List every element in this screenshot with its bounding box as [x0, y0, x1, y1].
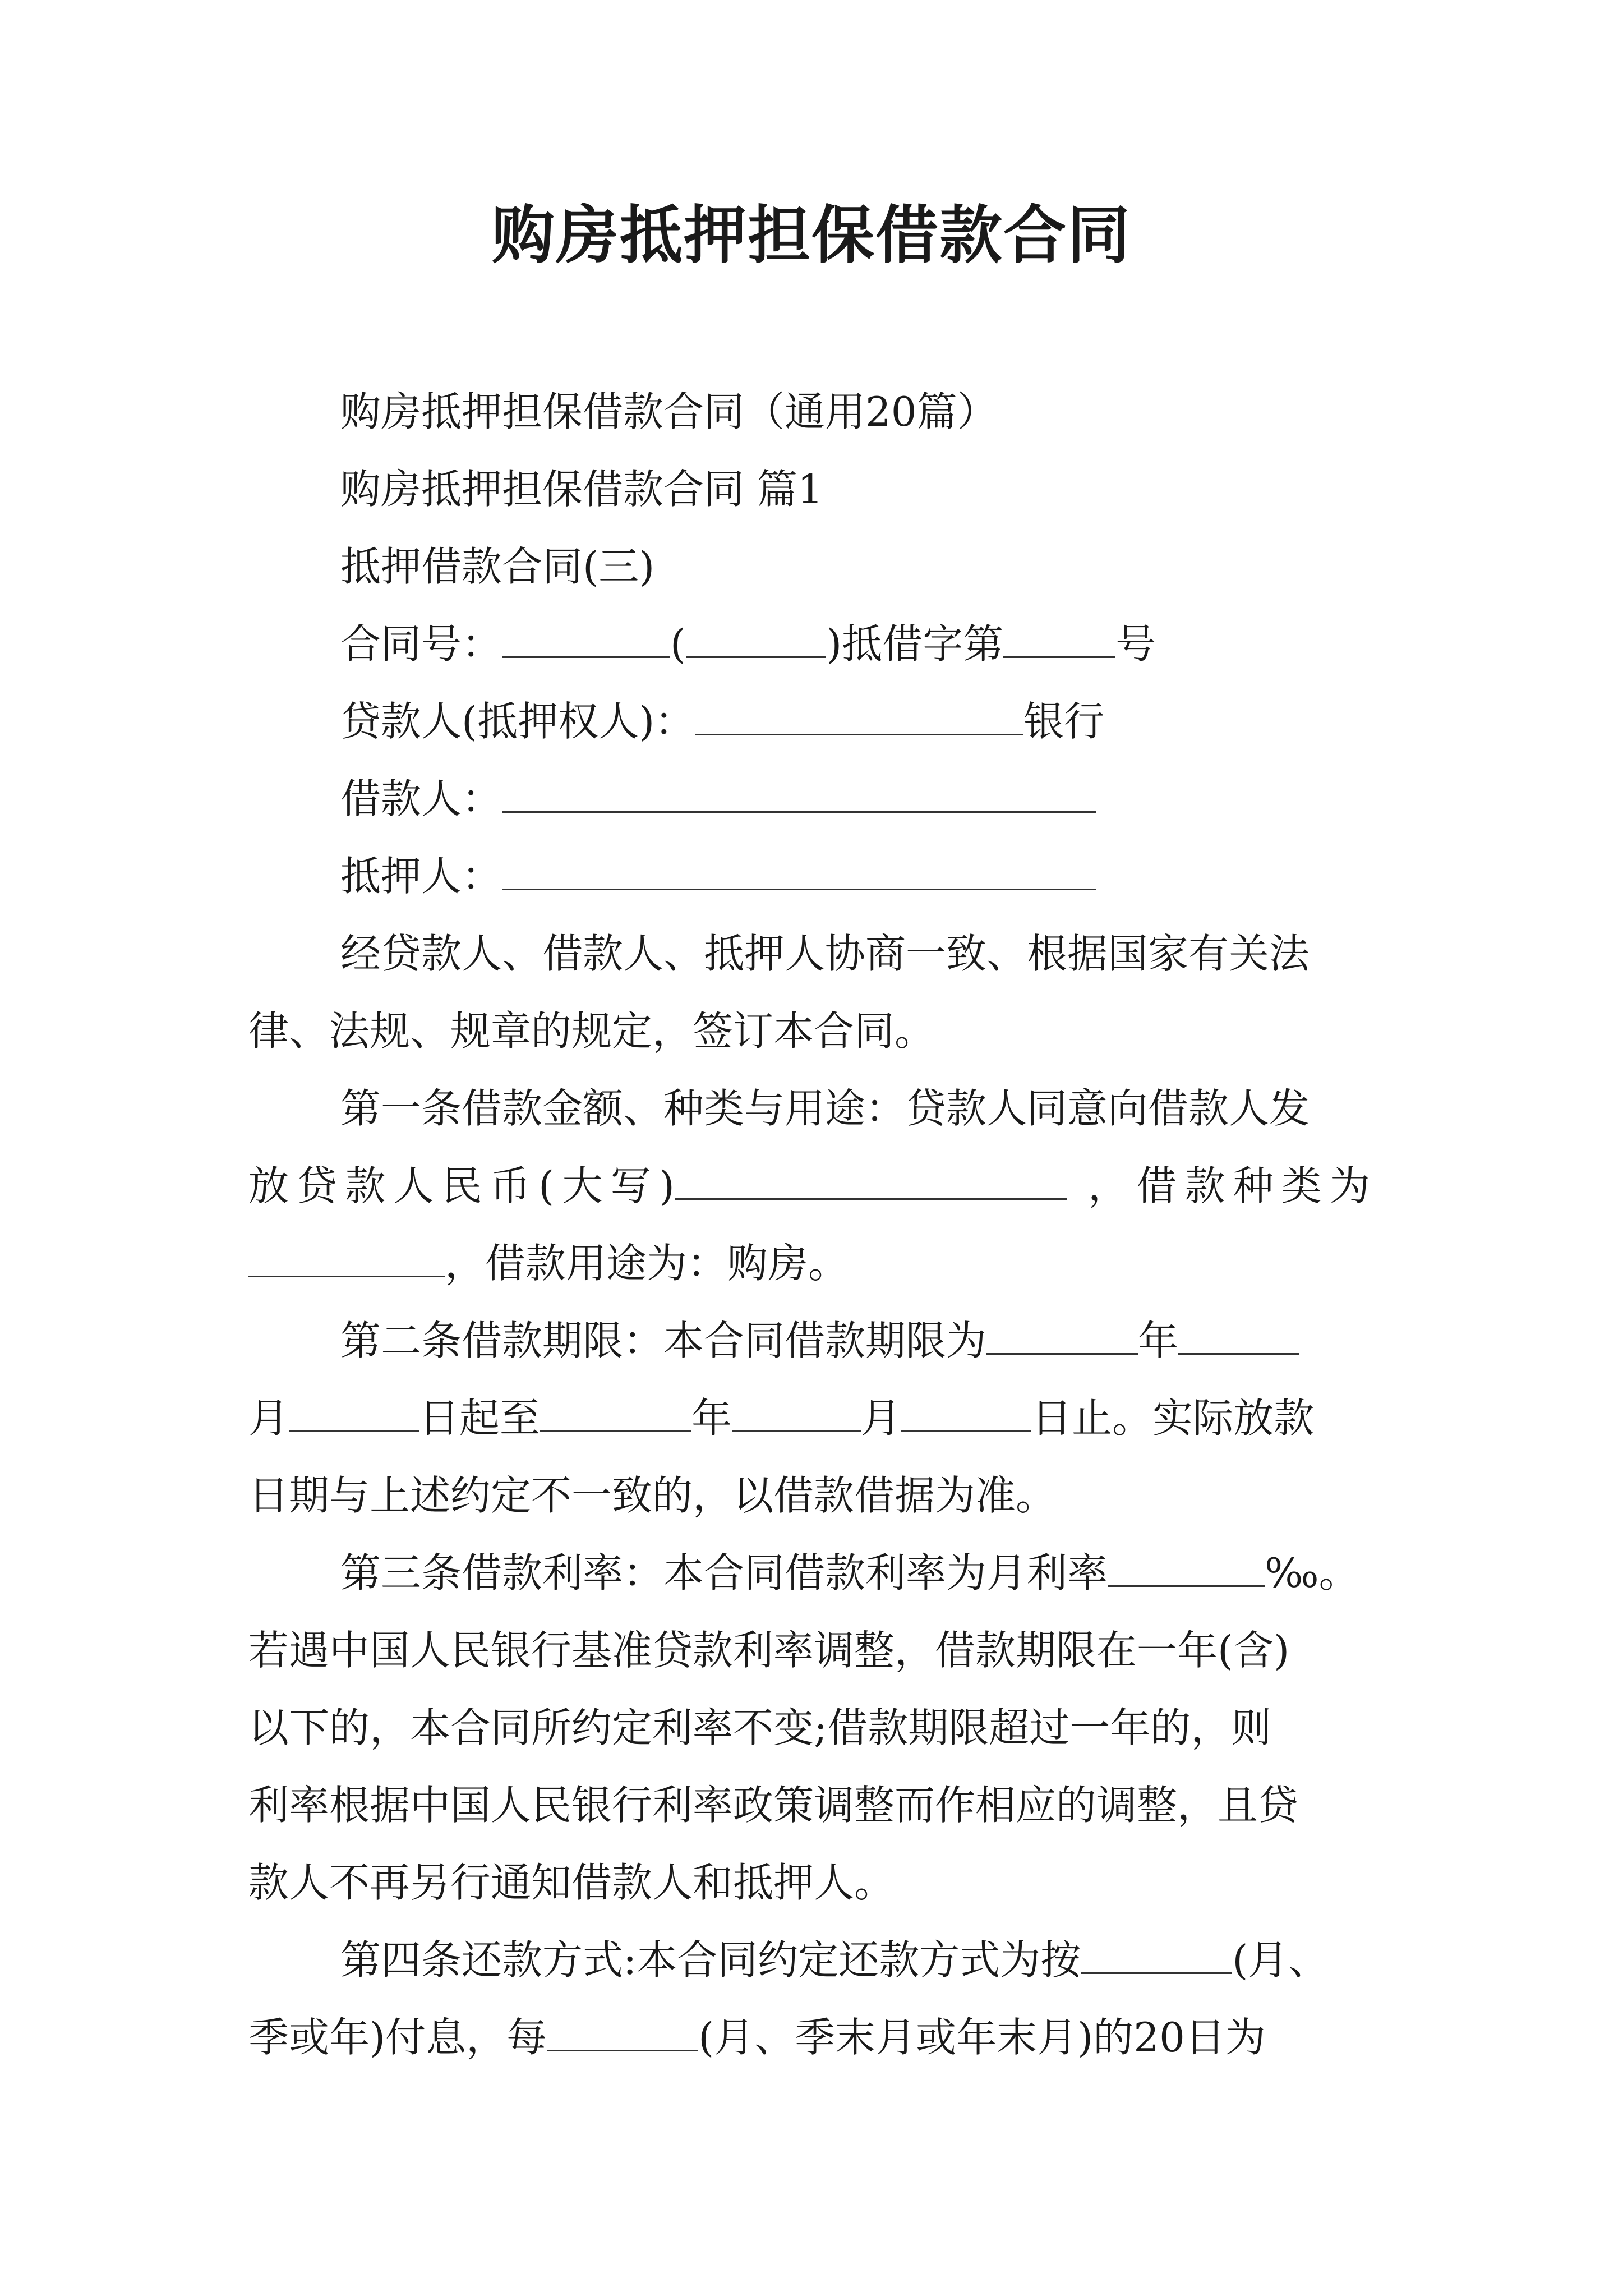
lender-line: [248, 683, 1370, 760]
article2-line-1: [248, 1302, 1370, 1379]
article3-line-3: [248, 1689, 1370, 1766]
start-year-blank[interactable]: [986, 1317, 1138, 1355]
article4-text-3: 季或年)付息，每: [248, 2014, 547, 2061]
repay-period-blank[interactable]: [547, 2014, 698, 2051]
preamble-text-2: 律、法规、规章的规定，签订本合同。: [248, 1007, 935, 1055]
article4-line-1: [248, 1921, 1370, 1999]
preamble-line-2: [248, 992, 1370, 1070]
article1-purpose-text: ，借款用途为：购房。: [445, 1240, 849, 1287]
document-title: 购房抵押担保借款合同: [492, 199, 1131, 272]
contract-number-line: [248, 605, 1370, 683]
article3-line-2: [248, 1612, 1370, 1689]
contract-number-blank-3[interactable]: [1003, 620, 1115, 658]
year-label-2: 年: [691, 1395, 732, 1442]
day-to-label: 日起至: [419, 1395, 541, 1442]
article1-line-2: [248, 1147, 1370, 1225]
article1-amount-label: 放贷款人民币(大写): [248, 1162, 675, 1209]
preamble-text-1: 经贷款人、借款人、抵押人协商一致、根据国家有关法: [340, 930, 1310, 977]
article3-text-2: 若遇中国人民银行基准贷款利率调整，借款期限在一年(含): [248, 1627, 1290, 1674]
contract-heading: [248, 528, 1370, 605]
subtitle-text: 购房抵押担保借款合同（通用20篇）: [340, 388, 998, 435]
borrower-label: 借款人：: [340, 775, 502, 822]
year-label-1: 年: [1138, 1317, 1179, 1364]
mortgagor-label: 抵押人：: [340, 853, 502, 900]
article4-text-2: (月、: [1232, 1936, 1329, 1984]
borrower-line: [248, 760, 1370, 838]
article2-text-1: 第二条借款期限：本合同借款期限为: [340, 1317, 987, 1364]
article2-line-3: [248, 1457, 1370, 1534]
permille-sign: ‰。: [1265, 1549, 1359, 1596]
end-month-blank[interactable]: [732, 1395, 861, 1432]
document-body: [248, 373, 1370, 2076]
section-heading: [248, 450, 1370, 528]
article3-text-3: 以下的，本合同所约定利率不变;借款期限超过一年的，则: [248, 1704, 1272, 1751]
article1-text-1: 第一条借款金额、种类与用途：贷款人同意向借款人发: [340, 1085, 1310, 1132]
start-month-blank[interactable]: [1178, 1317, 1299, 1355]
contract-number-suffix: 号: [1115, 620, 1156, 668]
article3-line-5: [248, 1844, 1370, 1921]
article3-line-1: [248, 1534, 1370, 1612]
article2-text-2: 日止。实际放款: [1031, 1395, 1315, 1442]
loan-type-blank[interactable]: [248, 1240, 445, 1277]
article3-text-1: 第三条借款利率：本合同借款利率为月利率: [340, 1549, 1108, 1596]
month-label-1: 月: [248, 1395, 289, 1442]
interest-rate-blank[interactable]: [1108, 1549, 1265, 1587]
article1-type-label: ，借款种类为: [1088, 1162, 1371, 1209]
article3-line-4: [248, 1766, 1370, 1844]
section-heading-text: 购房抵押担保借款合同 篇1: [340, 466, 823, 513]
end-day-blank[interactable]: [901, 1395, 1031, 1432]
article4-line-2: [248, 1999, 1370, 2076]
article4-text-4: (月、季末月或年末月)的20日为: [698, 2014, 1266, 2061]
contract-number-blank-1[interactable]: [502, 620, 670, 658]
article1-line-1: [248, 1070, 1370, 1147]
mortgagor-line: [248, 838, 1370, 915]
preamble-line-1: [248, 915, 1370, 992]
paren-open: (: [670, 620, 686, 668]
lender-suffix: 银行: [1023, 698, 1105, 745]
contract-number-label: 合同号：: [340, 620, 502, 668]
start-day-blank[interactable]: [289, 1395, 419, 1432]
article2-line-2: [248, 1379, 1370, 1457]
end-year-blank[interactable]: [540, 1395, 691, 1432]
contract-number-mid: )抵借字第: [826, 620, 1004, 668]
mortgagor-blank[interactable]: [502, 853, 1096, 890]
month-label-2: 月: [861, 1395, 902, 1442]
article3-text-4: 利率根据中国人民银行利率政策调整而作相应的调整，且贷: [248, 1782, 1299, 1829]
borrower-blank[interactable]: [502, 775, 1096, 813]
article4-text-1: 第四条还款方式:本合同约定还款方式为按: [340, 1936, 1081, 1984]
lender-blank[interactable]: [695, 698, 1023, 735]
loan-amount-blank[interactable]: [675, 1162, 1067, 1200]
subtitle-line: [248, 373, 1370, 450]
article1-line-3: [248, 1225, 1370, 1302]
contract-heading-text: 抵押借款合同(三): [340, 543, 655, 590]
article2-text-3: 日期与上述约定不一致的，以借款借据为准。: [248, 1472, 1057, 1519]
repay-method-blank[interactable]: [1081, 1936, 1232, 1974]
lender-label: 贷款人(抵押权人)：: [340, 698, 695, 745]
article3-text-5: 款人不再另行通知借款人和抵押人。: [248, 1859, 895, 1906]
contract-number-blank-2[interactable]: [686, 620, 826, 658]
